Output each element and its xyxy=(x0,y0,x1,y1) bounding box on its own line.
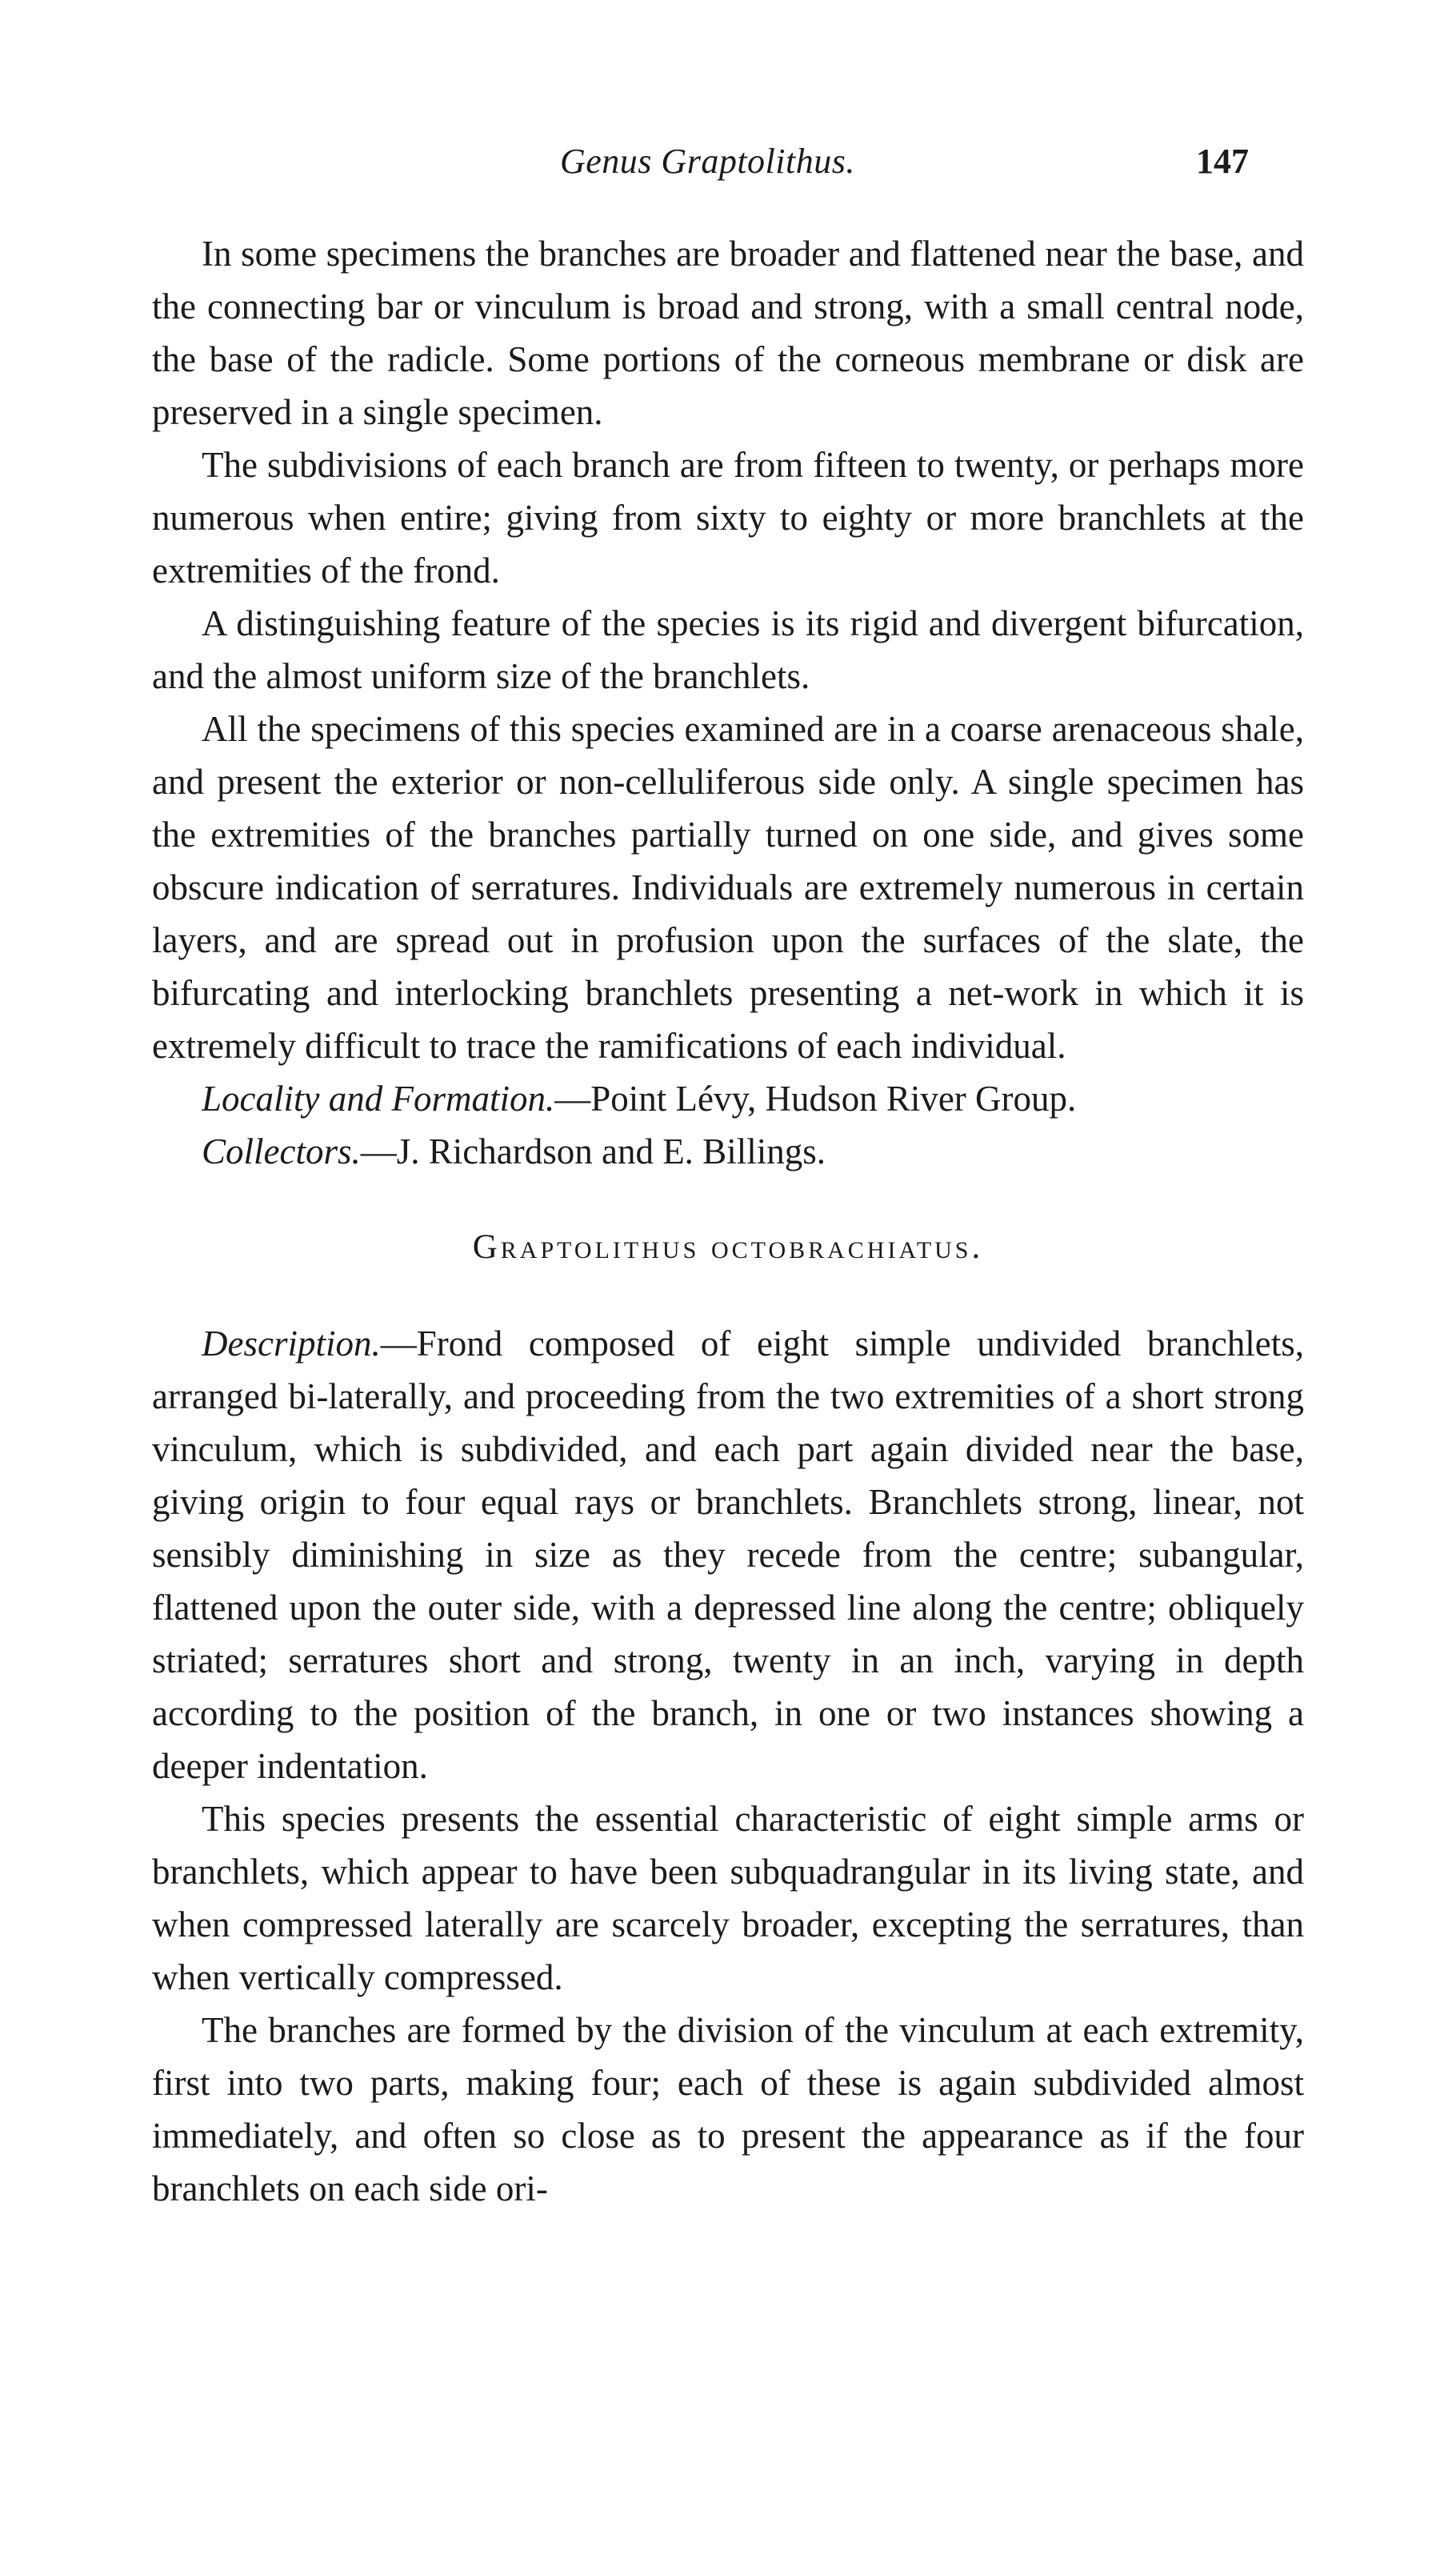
paragraph-locality xyxy=(152,1072,1304,1125)
paragraph-specimens: All the specimens of this species examined are in a coarse arenaceous shale, and present the exterior or non-celluliferous side only. A single specimen has the extremities of the branches partially turned on one side, and gives some obscure indication of serratures. Individuals are extremely numerous in certain layers, and are spread out in profusion upon the surfaces of the slate, the bifurcating and interlocking branchlets presenting a net-work in which it is extremely difficult to trace the ramifications of each individual. xyxy=(152,709,1304,1066)
paragraph-distinguishing-feature: A distinguishing feature of the species is its rigid and divergent bifurcation, and the almost uniform size of the branchlets. xyxy=(152,603,1304,696)
paragraph-description xyxy=(152,1317,1304,1792)
paragraph-essential-characteristic: This species presents the essential characteristic of eight simple arms or branchlets, which appear to have been subquadrangular in its living state, and when compressed laterally are scarcely broader, excepting the serratures, than when vertically compressed. xyxy=(152,1799,1304,1997)
page-number: 147 xyxy=(1196,142,1249,181)
running-head xyxy=(0,141,1456,197)
locality-text: —Point Lévy, Hudson River Group. xyxy=(554,1079,1077,1119)
description-label: Description. xyxy=(202,1324,381,1364)
collectors-text: —J. Richardson and E. Billings. xyxy=(360,1131,826,1171)
paragraph-branches-formed: The branches are formed by the division of the vinculum at each extremity, first into two parts, making four; each of these is again subdivided almost immediately, and often so close as to present the appearance as if the four branchlets on each side ori- xyxy=(152,2010,1304,2209)
paragraph-collectors xyxy=(152,1125,1304,1178)
running-title: Genus Graptolithus. xyxy=(560,142,855,181)
paragraph-subdivisions: The subdivisions of each branch are from fifteen to twenty, or perhaps more numerous when entire; giving from sixty to eighty or more branchlets at the extremities of the frond. xyxy=(152,445,1304,591)
description-text: —Frond composed of eight simple undivided branchlets, arranged bi-laterally, and proceeding from the two extremities of a short strong vinculum, which is subdivided, and each part again divided near the base, giving origin to four equal rays or branchlets. Branchlets strong, linear, not sensibly diminishing in size as they recede from the centre; subangular, flattened upon the outer side, with a depressed line along the centre; obliquely striated; serratures short and strong, twenty in an inch, varying in depth according to the position of the branch, in one or two instances showing a deeper indentation. xyxy=(152,1324,1304,1786)
body-text xyxy=(152,227,1304,2215)
locality-label: Locality and Formation. xyxy=(202,1079,555,1119)
collectors-label: Collectors. xyxy=(202,1131,361,1171)
species-heading: Graptolithus octobrachiatus. xyxy=(472,1228,984,1266)
paragraph-broader-branches: In some specimens the branches are broader and flattened near the base, and the connecting bar or vinculum is broad and strong, with a small central node, the base of the radicle. Some portions of the corneous membrane or disk are preserved in a single specimen. xyxy=(152,234,1304,432)
